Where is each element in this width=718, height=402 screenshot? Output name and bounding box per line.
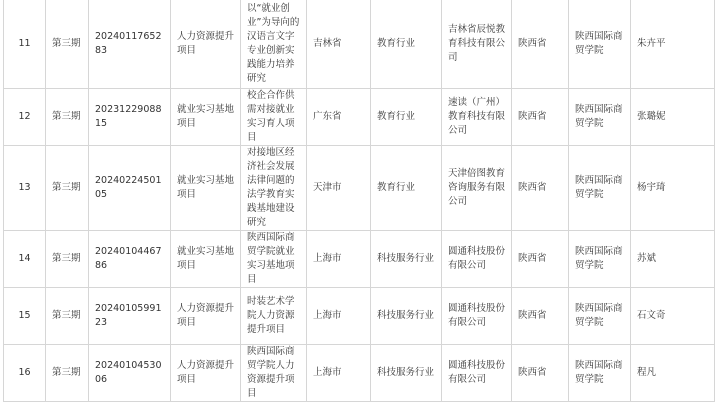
table-row xyxy=(4,146,715,231)
project-type-cell: 就业实习基地项目 xyxy=(171,89,241,146)
project-leader-cell: 杨宇琦 xyxy=(631,146,715,231)
project-name-cell: 校企合作供需对接就业实习育人项目 xyxy=(241,89,307,146)
school-province-cell: 陕西省 xyxy=(512,146,569,231)
school-name-cell: 陕西国际商贸学院 xyxy=(569,146,631,231)
industry-cell: 教育行业 xyxy=(371,89,442,146)
project-number-cell: 2024010599123 xyxy=(89,288,171,345)
project-type-cell: 人力资源提升项目 xyxy=(171,345,241,402)
project-name-cell: 陕西国际商贸学院人力资源提升项目 xyxy=(241,345,307,402)
school-name-cell: 陕西国际商贸学院 xyxy=(569,0,631,89)
company-province-cell: 广东省 xyxy=(307,89,371,146)
project-number-cell: 2024022450105 xyxy=(89,146,171,231)
industry-cell: 教育行业 xyxy=(371,146,442,231)
project-leader-cell: 张璐妮 xyxy=(631,89,715,146)
table-row xyxy=(4,0,715,89)
project-name-cell: 陕西国际商贸学院就业实习基地项目 xyxy=(241,231,307,288)
company-province-cell: 吉林省 xyxy=(307,0,371,89)
project-type-cell: 人力资源提升项目 xyxy=(171,288,241,345)
row-number-cell: 14 xyxy=(4,231,46,288)
project-number-cell: 2023122908815 xyxy=(89,89,171,146)
school-province-cell: 陕西省 xyxy=(512,0,569,89)
company-name-cell: 速读（广州）教育科技有限公司 xyxy=(442,89,512,146)
industry-cell: 科技服务行业 xyxy=(371,231,442,288)
table-row xyxy=(4,345,715,402)
industry-cell: 教育行业 xyxy=(371,0,442,89)
school-province-cell: 陕西省 xyxy=(512,345,569,402)
company-name-cell: 圆通科技股份有限公司 xyxy=(442,345,512,402)
project-number-cell: 2024010446786 xyxy=(89,231,171,288)
company-province-cell: 上海市 xyxy=(307,345,371,402)
row-number-cell: 12 xyxy=(4,89,46,146)
project-number-cell: 2024011765283 xyxy=(89,0,171,89)
project-name-cell: 以“就业创业”为导向的汉语言文字专业创新实践能力培养研究 xyxy=(241,0,307,89)
project-leader-cell: 程凡 xyxy=(631,345,715,402)
row-number-cell: 16 xyxy=(4,345,46,402)
company-name-cell: 天津倍图教育咨询服务有限公司 xyxy=(442,146,512,231)
row-number-cell: 13 xyxy=(4,146,46,231)
project-table xyxy=(3,0,715,402)
batch-cell: 第三期 xyxy=(46,288,89,345)
school-province-cell: 陕西省 xyxy=(512,231,569,288)
school-name-cell: 陕西国际商贸学院 xyxy=(569,345,631,402)
table-body xyxy=(4,0,715,402)
project-leader-cell: 苏斌 xyxy=(631,231,715,288)
company-name-cell: 圆通科技股份有限公司 xyxy=(442,231,512,288)
company-name-cell: 圆通科技股份有限公司 xyxy=(442,288,512,345)
batch-cell: 第三期 xyxy=(46,345,89,402)
row-number-cell: 11 xyxy=(4,0,46,89)
project-type-cell: 就业实习基地项目 xyxy=(171,146,241,231)
project-number-cell: 2024010453006 xyxy=(89,345,171,402)
row-number-cell: 15 xyxy=(4,288,46,345)
batch-cell: 第三期 xyxy=(46,0,89,89)
project-name-cell: 时装艺术学院人力资源提升项目 xyxy=(241,288,307,345)
project-leader-cell: 朱卉平 xyxy=(631,0,715,89)
batch-cell: 第三期 xyxy=(46,89,89,146)
batch-cell: 第三期 xyxy=(46,231,89,288)
table-row xyxy=(4,89,715,146)
project-type-cell: 就业实习基地项目 xyxy=(171,231,241,288)
project-leader-cell: 石文奇 xyxy=(631,288,715,345)
industry-cell: 科技服务行业 xyxy=(371,288,442,345)
table-row xyxy=(4,231,715,288)
school-name-cell: 陕西国际商贸学院 xyxy=(569,288,631,345)
project-type-cell: 人力资源提升项目 xyxy=(171,0,241,89)
company-province-cell: 天津市 xyxy=(307,146,371,231)
school-name-cell: 陕西国际商贸学院 xyxy=(569,231,631,288)
school-name-cell: 陕西国际商贸学院 xyxy=(569,89,631,146)
industry-cell: 科技服务行业 xyxy=(371,345,442,402)
company-province-cell: 上海市 xyxy=(307,288,371,345)
school-province-cell: 陕西省 xyxy=(512,288,569,345)
batch-cell: 第三期 xyxy=(46,146,89,231)
company-name-cell: 吉林省辰悦教育科技有限公司 xyxy=(442,0,512,89)
project-name-cell: 对接地区经济社会发展法律问题的法学教育实践基地建设研究 xyxy=(241,146,307,231)
table-row xyxy=(4,288,715,345)
company-province-cell: 上海市 xyxy=(307,231,371,288)
school-province-cell: 陕西省 xyxy=(512,89,569,146)
